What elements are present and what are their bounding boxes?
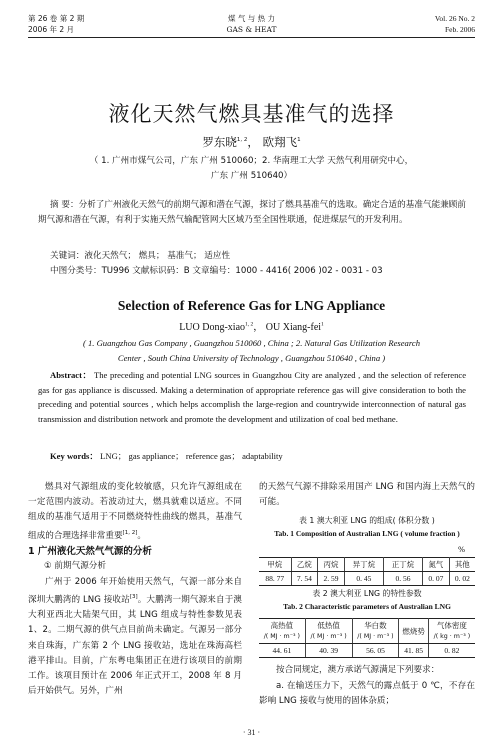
table2-header: 高热值 /( MJ · m⁻³ ) [259,619,305,644]
table1-cell: 0. 56 [383,572,422,586]
table2-cell: 56. 05 [352,644,399,658]
table2-caption-cn: 表 2 澳大利亚 LNG 的特性参数 [312,589,422,598]
right-col-paragraph-3: a. 在输送压力下，天然气的露点低于 0 ℃，不存在影响 LNG 接收与使用的固体杂质； [259,681,475,707]
left-col-paragraph-2: 广州于 2006 年开始使用天然气，气源一部分来自深圳大鹏湾的 LNG 接收站[3]。大鹏湾一期气源来自于澳大利亚西北大陆架气田，其 LNG 组成与特性参数见表 1、2。二期气源的供气点目前尚未确定。气源另一部分来自珠海，广东第 2 个 LNG 接收站，选址在珠海高栏港平排山。目前，广东粤电集团正在进行该项目的前期工作。该项目预计在 2006 年正式开工，2008 年 8 月后开始供气。另外，广州 [28,577,242,697]
table1-header: 丙烷 [318,558,345,572]
table1-header: 氮气 [423,558,450,572]
affiliation-en-line2: Center , South China University of Technology , Guangzhou 510640 , China ) [117,353,386,363]
table1-caption-en: Tab. 1 Composition of Australian LNG ( volume fraction ) [274,529,460,538]
authors-en: LUO Dong-xiao$^{1, 2}$， OU Xiang-fei$^1$ [179,321,324,333]
left-col-paragraph-1: 燃具对气源组成的变化较敏感，只允许气源组成在一定范围内波动。若波动过大，燃具就难以适应。不同组成的基准气适用于不同燃烧特性曲线的燃具，基准气组成的合理选择非常重要[1, 2]。 [28,482,242,541]
header-rule [28,37,475,38]
table1-header-row [259,558,475,572]
header-journal-en: GAS & HEAT [226,25,277,34]
abstract-en: Abstract： The preceding and potential LNG sources in Guangzhou City are analyzed , and the selection of reference gas for gas appliance is discussed. Making a determination of appropriate reference gas will give consideration to both the preceding and potential sources , which helps accomplish the large-region and countrywide interconnection of natural gas transmission and distribution network and promote the development and utilization of coal bed methane. [38,370,467,424]
table1-value-row [259,572,475,586]
table2-header: 华白数 /( MJ · m⁻³ ) [352,619,399,644]
page-number: · 31 · [242,728,261,737]
right-col-paragraph-1: 的天然气气源不排除采用国产 LNG 和国内海上天然气的可能。 [259,482,475,508]
table1-header: 异丁烷 [344,558,383,572]
classification-cn: 中图分类号：TU996 文献标识码：B 文章编号：1000 - 4416( 2006 )02 - 0031 - 03 [50,266,383,276]
table2-cell: 40. 39 [305,644,352,658]
table1-header: 甲烷 [259,558,291,572]
table2-cell: 41. 85 [399,644,428,658]
table2-caption-en: Tab. 2 Characteristic parameters of Australian LNG [283,602,451,611]
header-issue: 第 26 卷 第 2 期 [28,14,85,23]
header-date-en: Feb. 2006 [445,25,475,34]
table2-header: 低热值 /( MJ · m⁻³ ) [305,619,352,644]
table2-value-row [259,644,475,658]
affiliation-cn-line1: （ 1. 广州市煤气公司，广东 广州 510060；2. 华南理工大学 天然气利用研究中心， [89,156,414,166]
affiliation-cn-line2: 广东 广州 510640） [210,171,293,181]
table2-cell: 0. 82 [428,644,475,658]
keywords-cn: 关键词：液化天然气； 燃具； 基准气； 适应性 [50,251,231,261]
table1-caption-cn: 表 1 澳大利亚 LNG 的组成( 体积分数 ) [299,516,435,525]
header-volume: Vol. 26 No. 2 [434,14,475,23]
table1-cell: 0. 02 [449,572,475,586]
keywords-en: Key words： LNG； gas appliance； reference gas； adaptability [50,451,283,461]
authors-cn: 罗东晓$^{1, 2}$， 欧翔飞$^1$ [202,135,301,149]
section-heading-1: 1 广州液化天然气气源的分析 [28,546,152,557]
header-date: 2006 年 2 月 [28,25,75,34]
subsection-heading-1: ① 前期气源分析 [44,561,106,571]
affiliation-en-line1: ( 1. Guangzhou Gas Company , Guangzhou 510060 , China ; 2. Natural Gas Utilization Research [83,338,420,348]
table1-header: 乙烷 [291,558,318,572]
table1-cell: 2. 59 [318,572,345,586]
table2-header: 气体密度 /( kg · m⁻³ ) [428,619,475,644]
table2-cell: 44. 61 [259,644,305,658]
table1-cell: 0. 07 [423,572,450,586]
table2-header: 燃烧势 [399,619,428,644]
right-col-paragraph-2: 按合同规定，澳方承诺气源满足下列要求： [276,665,440,675]
abstract-cn: 摘 要：分析了广州液化天然气的前期气源和潜在气源，探讨了燃具基准气的选取。确定合适的基准气能兼顾前期气源和潜在气源，有利于实施天然气输配管网大区域乃至全国性联通，促进煤层气的开发利用。 [38,200,466,225]
table1-cell: 0. 45 [344,572,383,586]
table1-cell: 88. 77 [259,572,291,586]
table1 [259,557,475,586]
table1-cell: 7. 54 [291,572,318,586]
article-title-en: Selection of Reference Gas for LNG Appliance [117,298,386,313]
table2-header-row [259,619,475,644]
header-journal-cn: 煤 气 与 热 力 [227,14,276,23]
table1-unit: % [458,545,466,554]
article-title-cn: 液化天然气燃具基准气的选择 [108,102,395,126]
table1-header: 其他 [449,558,475,572]
table2 [259,618,475,658]
table1-header: 正丁烷 [383,558,422,572]
